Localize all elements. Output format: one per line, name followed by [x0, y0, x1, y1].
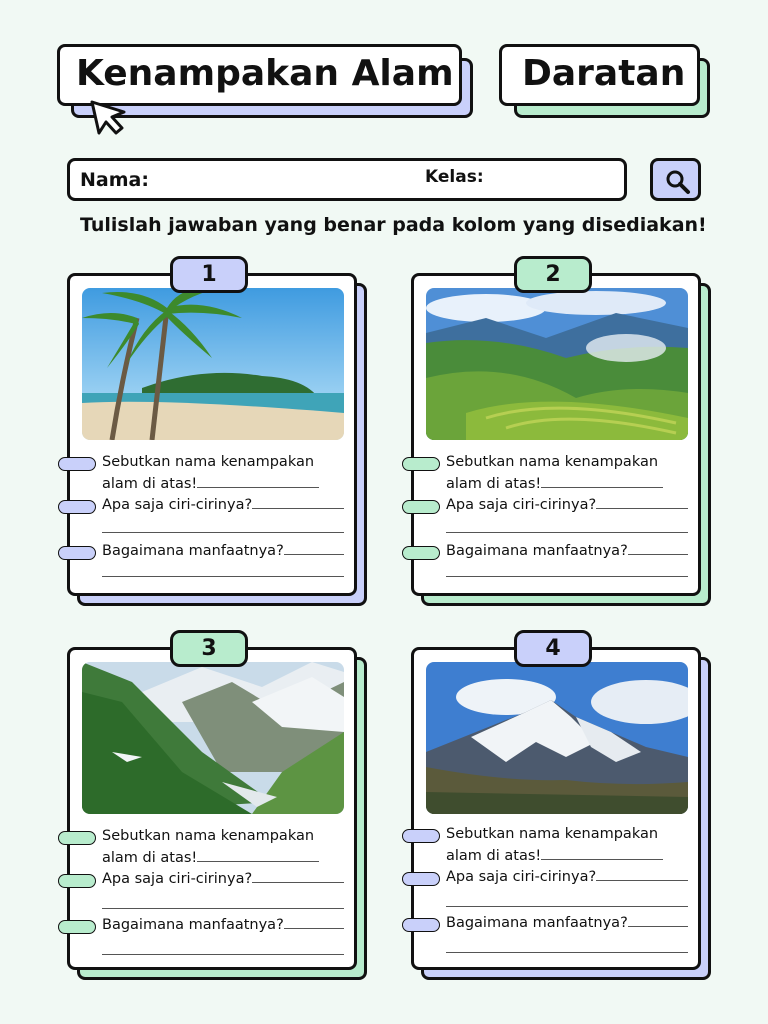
instruction-text: Tulislah jawaban yang benar pada kolom yang disediakan! — [80, 214, 707, 236]
card-body — [67, 273, 357, 596]
answer-line[interactable] — [446, 532, 688, 533]
answer-line[interactable] — [197, 847, 319, 862]
question-2: Apa saja ciri-cirinya? — [102, 494, 347, 516]
question-1: Sebutkan nama kenampakan alam di atas! — [102, 825, 347, 869]
question-1: Sebutkan nama kenampakan alam di atas! — [446, 451, 691, 495]
valley-photo — [82, 662, 344, 814]
answer-line[interactable] — [284, 914, 344, 929]
answer-line[interactable] — [197, 473, 319, 488]
question-card-1 — [67, 262, 357, 598]
answer-line[interactable] — [628, 912, 688, 927]
question-bullet — [58, 920, 96, 934]
subtitle-box — [499, 44, 700, 106]
answer-line[interactable] — [446, 576, 688, 577]
card-body — [411, 647, 701, 970]
question-2: Apa saja ciri-cirinya? — [446, 494, 691, 516]
name-label: Nama: — [80, 169, 149, 191]
beach-photo — [82, 288, 344, 440]
question-card-2 — [411, 262, 701, 598]
search-button[interactable] — [650, 158, 701, 201]
question-bullet — [58, 546, 96, 560]
card-body — [411, 273, 701, 596]
question-bullet — [402, 546, 440, 560]
question-bullet — [402, 457, 440, 471]
class-label: Kelas: — [425, 167, 484, 187]
answer-line[interactable] — [446, 906, 688, 907]
question-bullet — [402, 829, 440, 843]
answer-line[interactable] — [102, 532, 344, 533]
search-icon — [665, 169, 691, 195]
question-bullet — [402, 872, 440, 886]
question-3: Bagaimana manfaatnya? — [102, 540, 347, 562]
name-class-field[interactable] — [67, 158, 627, 201]
page-title: Kenampakan Alam — [76, 53, 454, 94]
question-card-4 — [411, 636, 701, 972]
answer-line[interactable] — [628, 540, 688, 555]
title-box — [57, 44, 462, 106]
answer-line[interactable] — [102, 954, 344, 955]
answer-line[interactable] — [446, 952, 688, 953]
question-bullet — [402, 918, 440, 932]
question-1: Sebutkan nama kenampakan alam di atas! — [446, 823, 691, 867]
answer-line[interactable] — [284, 540, 344, 555]
card-number-badge: 2 — [514, 256, 592, 293]
card-number-badge: 1 — [170, 256, 248, 293]
card-body — [67, 647, 357, 970]
answer-line[interactable] — [252, 868, 344, 883]
card-number-badge: 3 — [170, 630, 248, 667]
answer-line[interactable] — [596, 494, 688, 509]
question-2: Apa saja ciri-cirinya? — [102, 868, 347, 890]
question-bullet — [58, 831, 96, 845]
hills-photo — [426, 288, 688, 440]
question-3: Bagaimana manfaatnya? — [102, 914, 347, 936]
question-bullet — [58, 457, 96, 471]
question-3: Bagaimana manfaatnya? — [446, 540, 691, 562]
question-bullet — [58, 500, 96, 514]
answer-line[interactable] — [102, 576, 344, 577]
answer-line[interactable] — [541, 845, 663, 860]
answer-line[interactable] — [252, 494, 344, 509]
mountain-photo — [426, 662, 688, 814]
question-bullet — [58, 874, 96, 888]
cursor-arrow-icon — [88, 98, 130, 138]
question-3: Bagaimana manfaatnya? — [446, 912, 691, 934]
answer-line[interactable] — [541, 473, 663, 488]
question-2: Apa saja ciri-cirinya? — [446, 866, 691, 888]
question-bullet — [402, 500, 440, 514]
answer-line[interactable] — [102, 908, 344, 909]
card-number-badge: 4 — [514, 630, 592, 667]
question-card-3 — [67, 636, 357, 972]
answer-line[interactable] — [596, 866, 688, 881]
page-subtitle: Daratan — [522, 53, 686, 94]
question-1: Sebutkan nama kenampakan alam di atas! — [102, 451, 347, 495]
